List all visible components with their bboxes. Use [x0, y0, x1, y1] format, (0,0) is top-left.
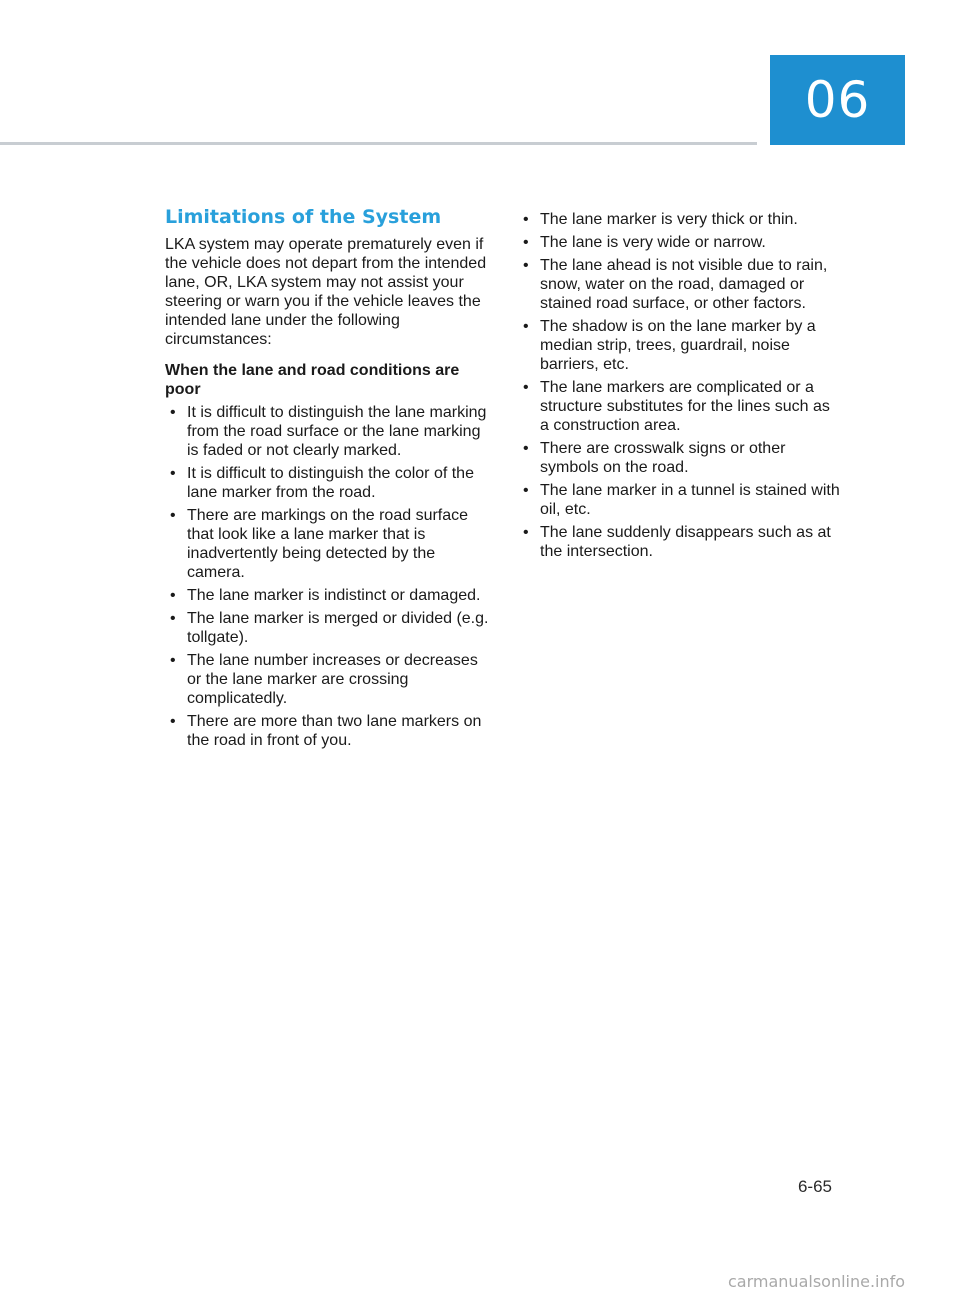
page-number: 6-65 — [797, 1177, 832, 1196]
intro-paragraph: LKA system may operate prematurely even if the vehicle does not depart from the intended lane, OR, LKA system may not assist your steering or warn you if the vehicle leaves the intended lane under the following circumstances: — [165, 236, 487, 348]
list-item: • The lane marker is very thick or thin. — [518, 210, 843, 229]
right-bullet-list — [518, 210, 843, 561]
list-item: • The lane is very wide or narrow. — [518, 233, 843, 252]
list-item: • It is difficult to distinguish the lane marking from the road surface or the lane marking is faded or not clearly marked. — [165, 403, 490, 460]
list-item: • There are more than two lane markers on the road in front of you. — [165, 712, 490, 750]
list-item: • There are crosswalk signs or other symbols on the road. — [518, 439, 843, 477]
left-bullet-list — [165, 403, 490, 750]
chapter-tab: 06 — [770, 55, 905, 145]
list-item: • There are markings on the road surface that look like a lane marker that is inadvertently being detected by the camera. — [165, 506, 490, 582]
section-title: Limitations of the System — [165, 206, 442, 228]
list-item: • The lane marker in a tunnel is stained with oil, etc. — [518, 481, 843, 519]
left-column — [165, 205, 490, 754]
list-item: • The shadow is on the lane marker by a median strip, trees, guardrail, noise barriers, etc. — [518, 317, 843, 374]
right-column — [518, 210, 843, 565]
header-rule — [0, 142, 757, 145]
watermark[interactable]: carmanualsonline.info — [728, 1272, 906, 1291]
list-item: • The lane suddenly disappears such as at the intersection. — [518, 523, 843, 561]
list-item: • It is difficult to distinguish the color of the lane marker from the road. — [165, 464, 490, 502]
list-item: • The lane marker is merged or divided (e.g. tollgate). — [165, 609, 490, 647]
list-item: • The lane ahead is not visible due to rain, snow, water on the road, damaged or stained road surface, or other factors. — [518, 256, 843, 313]
list-item: • The lane marker is indistinct or damaged. — [165, 586, 490, 605]
list-item: • The lane markers are complicated or a structure substitutes for the lines such as a construction area. — [518, 378, 843, 435]
subheading: When the lane and road conditions are poor — [165, 362, 460, 398]
list-item: • The lane number increases or decreases or the lane marker are crossing complicatedly. — [165, 651, 490, 708]
